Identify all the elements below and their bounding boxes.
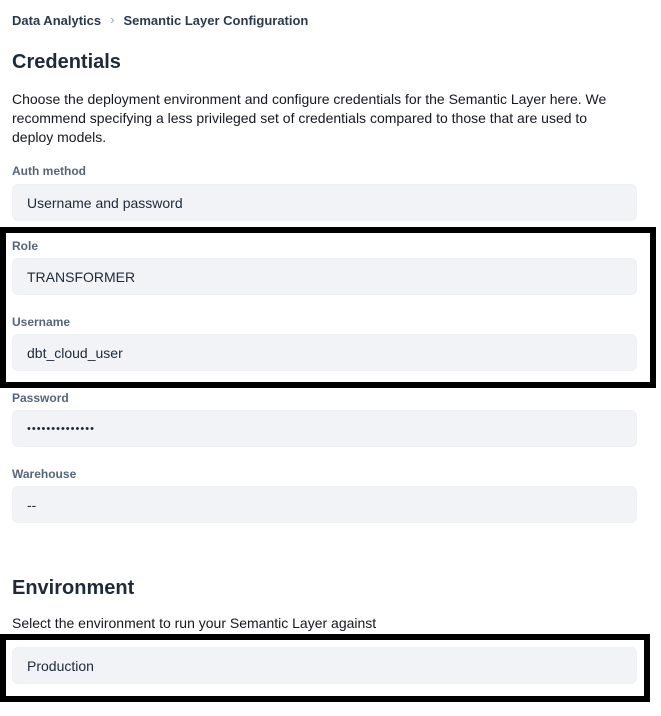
annotation-box-role-username bbox=[0, 227, 656, 388]
warehouse-input[interactable] bbox=[12, 486, 637, 523]
warehouse-field-group bbox=[12, 467, 637, 523]
role-label: Role bbox=[12, 239, 39, 253]
environment-description: Select the environment to run your Semantic Layer against bbox=[12, 615, 377, 631]
breadcrumb-item-data-analytics[interactable]: Data Analytics bbox=[12, 13, 102, 28]
credentials-section-title: Credentials bbox=[12, 51, 121, 73]
environment-section-title: Environment bbox=[12, 577, 135, 599]
warehouse-label: Warehouse bbox=[12, 467, 77, 481]
password-input[interactable] bbox=[12, 410, 637, 447]
role-input[interactable] bbox=[12, 258, 637, 295]
password-label: Password bbox=[12, 391, 69, 405]
password-field-group bbox=[12, 391, 637, 447]
username-input[interactable] bbox=[12, 334, 637, 371]
username-field-group bbox=[12, 315, 637, 371]
role-field-group bbox=[12, 239, 637, 295]
username-label: Username bbox=[12, 315, 71, 329]
annotation-box-environment bbox=[0, 634, 650, 702]
credentials-description: Choose the deployment environment and configure credentials for the Semantic Layer here. We recommend specifying a less privileged set of credentials compared to those that are used to deploy models. bbox=[12, 91, 607, 145]
auth-method-label: Auth method bbox=[12, 164, 86, 178]
auth-method-field-group bbox=[12, 164, 637, 221]
environment-input[interactable] bbox=[12, 647, 637, 684]
chevron-right-icon: › bbox=[110, 12, 115, 27]
auth-method-input[interactable] bbox=[12, 184, 637, 221]
breadcrumb bbox=[0, 13, 661, 29]
breadcrumb-item-semantic-layer-configuration: Semantic Layer Configuration bbox=[123, 13, 309, 28]
